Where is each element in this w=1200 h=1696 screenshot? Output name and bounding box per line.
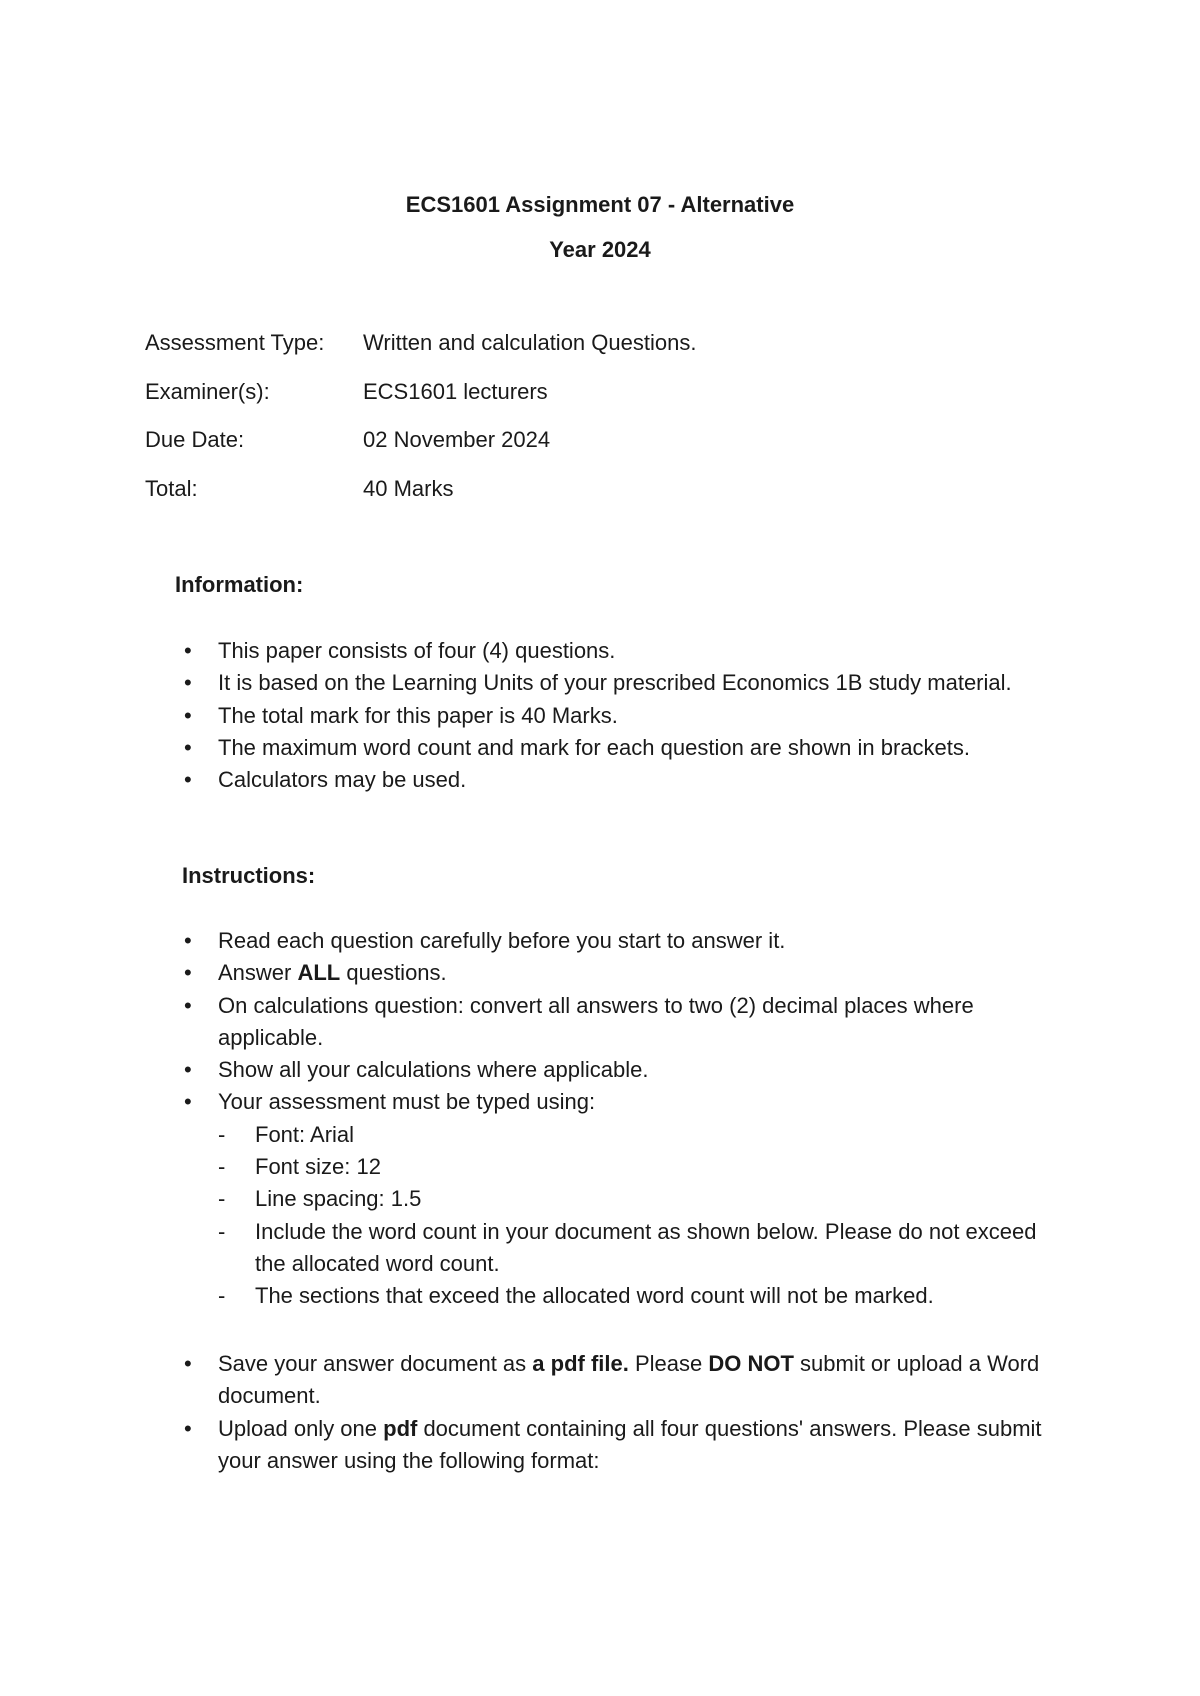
formatting-sublist: [218, 1119, 1058, 1313]
sub-list-item: [218, 1183, 1058, 1215]
list-item-text: It is based on the Learning Units of your prescribed Economics 1B study material.: [218, 670, 1012, 696]
list-item-text: Your assessment must be typed using:: [218, 1089, 596, 1115]
total-row: [145, 474, 1045, 523]
meta-label: Examiner(s):: [145, 378, 270, 404]
bullet-icon: •: [184, 702, 192, 728]
list-item: [0, 925, 1058, 957]
bullet-icon: •: [184, 734, 192, 760]
sub-list-item-text: Include the word count in your document as shown below. Please do not exceed the allocated word count.: [255, 1218, 1037, 1276]
meta-value: ECS1601 lecturers: [363, 378, 548, 404]
emphasis-text: pdf: [383, 1415, 418, 1441]
list-item-text: submit or upload a Word document.: [218, 1351, 1040, 1409]
list-item: [0, 1348, 1058, 1413]
list-item-text: Please: [628, 1351, 709, 1376]
bullet-icon: •: [184, 1351, 192, 1376]
meta-label: Due Date:: [145, 427, 245, 452]
sub-list-item: [218, 1280, 1058, 1312]
sub-list-item: [218, 1119, 1058, 1151]
sub-list-item: [218, 1151, 1058, 1183]
list-item: [0, 1413, 1058, 1478]
instructions-heading: Instructions:: [182, 863, 316, 888]
list-item: [0, 990, 1058, 1055]
sub-list-item: [218, 1216, 1058, 1281]
list-item: [0, 700, 1058, 732]
instructions-list: [0, 925, 1200, 1313]
assessment-details: [145, 328, 1045, 522]
list-item-text: Upload only one: [218, 1415, 384, 1441]
bullet-icon: •: [184, 1415, 192, 1441]
meta-value: 40 Marks: [363, 475, 454, 501]
bullet-icon: •: [184, 992, 192, 1018]
dash-icon: -: [218, 1218, 226, 1244]
submission-list: [0, 1348, 1200, 1477]
list-item: [0, 635, 1058, 667]
list-item-text: The maximum word count and mark for each question are shown in brackets.: [218, 734, 971, 760]
list-item-text: document containing all four questions' answers. Please submit your answer using the following format:: [218, 1415, 1042, 1473]
list-item: [0, 1054, 1058, 1086]
bullet-icon: •: [184, 638, 192, 663]
dash-icon: -: [218, 1283, 226, 1309]
bullet-icon: •: [184, 767, 192, 793]
list-item: [0, 764, 1058, 796]
sub-list-item-text: Line spacing: 1.5: [255, 1186, 422, 1212]
meta-value: Written and calculation Questions.: [363, 330, 697, 355]
emphasis-text: DO NOT: [708, 1351, 794, 1376]
list-item: [0, 667, 1058, 699]
list-item: [0, 732, 1058, 764]
bullet-icon: •: [184, 1089, 192, 1115]
list-item-text: Show all your calculations where applicable.: [218, 1057, 649, 1083]
information-heading: Information:: [175, 572, 304, 597]
dash-icon: -: [218, 1154, 226, 1180]
meta-value: 02 November 2024: [363, 427, 551, 452]
list-item-text: Calculators may be used.: [218, 767, 467, 793]
list-item-text: Answer: [218, 960, 298, 986]
meta-label: Assessment Type:: [145, 330, 325, 355]
list-item: [0, 957, 1058, 989]
list-item-text: questions.: [340, 960, 447, 986]
document-year: Year 2024: [549, 237, 651, 262]
list-item-text: Read each question carefully before you start to answer it.: [218, 928, 786, 953]
emphasis-text: a pdf file.: [532, 1351, 629, 1376]
bullet-icon: •: [184, 670, 192, 696]
sub-list-item-text: Font size: 12: [255, 1154, 381, 1180]
due-date-row: [145, 425, 1045, 474]
bullet-icon: •: [184, 928, 192, 953]
dash-icon: -: [218, 1121, 226, 1147]
dash-icon: -: [218, 1186, 226, 1212]
document-title: ECS1601 Assignment 07 - Alternative: [405, 192, 795, 217]
list-item: [0, 1086, 1058, 1312]
bullet-icon: •: [184, 1057, 192, 1083]
examiner-row: [145, 377, 1045, 426]
list-item-text: Save your answer document as: [218, 1351, 533, 1376]
list-item-text: On calculations question: convert all answers to two (2) decimal places where applicable.: [218, 992, 974, 1050]
list-item-text: The total mark for this paper is 40 Marks.: [218, 702, 618, 728]
meta-label: Total:: [145, 475, 198, 501]
assessment-type-row: [145, 328, 1045, 377]
bullet-icon: •: [184, 960, 192, 986]
information-list: [0, 635, 1200, 796]
list-item-text: This paper consists of four (4) questions.: [218, 638, 616, 663]
sub-list-item-text: The sections that exceed the allocated word count will not be marked.: [255, 1283, 934, 1309]
emphasis-text: ALL: [297, 960, 341, 986]
sub-list-item-text: Font: Arial: [255, 1121, 355, 1147]
